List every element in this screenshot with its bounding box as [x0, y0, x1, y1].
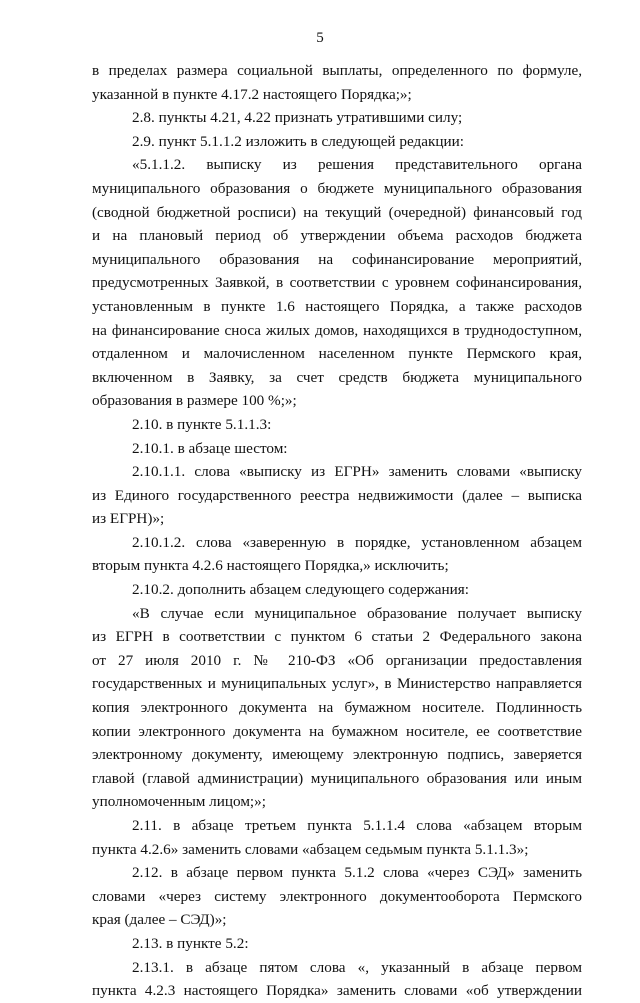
- text-line: 2.11. в абзаце третьем пункта 5.1.1.4 слова «абзацем вторым: [132, 817, 582, 834]
- text-line: 2.8. пункты 4.21, 4.22 признать утратившими силу;: [132, 109, 463, 127]
- text-line: в пределах размера социальной выплаты, определенного по формуле,: [92, 62, 582, 79]
- text-line: копия электронного документа на бумажном носителе. Подлинность: [92, 699, 582, 717]
- text-line: государственных и муниципальных услуг», в Министерство направляется: [92, 675, 582, 693]
- text-line: 2.10. в пункте 5.1.1.3:: [132, 415, 272, 433]
- document-body: [92, 59, 582, 1003]
- text-line: 2.10.2. дополнить абзацем следующего содержания:: [132, 581, 469, 599]
- text-line: отдаленном и малочисленном населенном пункте Пермского края,: [92, 345, 582, 363]
- text-line: копии электронного документа на бумажном носителе, ее соответствие: [92, 722, 582, 740]
- text-line: муниципального образования о бюджете муниципального образования: [92, 179, 582, 197]
- text-line: 2.10.1.1. слова «выписку из ЕГРН» заменить словами «выписку: [132, 463, 582, 481]
- text-line: «В случае если муниципальное образование получает выписку: [132, 604, 582, 622]
- text-line: вторым пункта 4.2.6 настоящего Порядка,» исключить;: [92, 557, 449, 575]
- text-line: предусмотренных Заявкой, в соответствии с уровнем софинансирования,: [92, 274, 582, 292]
- text-line: электронному документу, имеющему электронную подпись, заверяется: [92, 746, 582, 764]
- page-number: 5: [316, 30, 324, 46]
- text-line: из ЕГРН)»;: [92, 510, 165, 528]
- text-line: на финансирование сноса жилых домов, находящихся в труднодоступном,: [92, 321, 582, 339]
- text-line: 2.13. в пункте 5.2:: [132, 934, 249, 952]
- text-line: края (далее – СЭД)»;: [92, 911, 227, 929]
- text-line: указанной в пункте 4.17.2 настоящего Порядка;»;: [92, 85, 412, 103]
- text-line: главой (главой администрации) муниципального образования или иным: [92, 769, 582, 787]
- text-line: уполномоченным лицом;»;: [92, 793, 266, 811]
- text-line: 2.13.1. в абзаце пятом слова «, указанный в абзаце первом: [132, 958, 582, 976]
- text-line: пункта 4.2.3 настоящего Порядка» заменить словами «об утверждении: [92, 982, 582, 1000]
- text-line: 2.10.1.2. слова «заверенную в порядке, установленном абзацем: [132, 533, 582, 551]
- text-line: «5.1.1.2. выписку из решения представительного органа: [132, 156, 582, 174]
- text-line: (сводной бюджетной росписи) на текущий (очередной) финансовый год: [92, 203, 582, 221]
- text-line: из Единого государственного реестра недвижимости (далее – выписка: [92, 486, 582, 504]
- text-line: муниципального образования на софинансирование мероприятий,: [92, 250, 582, 268]
- text-line: из ЕГРН в соответствии с пунктом 6 статьи 2 Федерального закона: [92, 628, 582, 646]
- text-line: установленным в пункте 1.6 настоящего Порядка, а также расходов: [92, 297, 582, 315]
- text-line: и на плановый период об утверждении объема расходов бюджета: [92, 227, 582, 245]
- text-line: 2.10.1. в абзаце шестом:: [132, 439, 288, 457]
- text-line: от 27 июля 2010 г. № 210-ФЗ «Об организации предоставления: [92, 651, 582, 669]
- text-line: 2.12. в абзаце первом пункта 5.1.2 слова «через СЭД» заменить: [132, 864, 582, 882]
- text-line: образования в размере 100 %;»;: [92, 392, 297, 410]
- text-line: словами «через систему электронного документооборота Пермского: [92, 887, 582, 905]
- text-line: пункта 4.2.6» заменить словами «абзацем седьмым пункта 5.1.1.3»;: [92, 840, 529, 858]
- text-line: включенном в Заявку, за счет средств бюджета муниципального: [92, 368, 582, 386]
- text-line: 2.9. пункт 5.1.1.2 изложить в следующей редакции:: [132, 132, 464, 150]
